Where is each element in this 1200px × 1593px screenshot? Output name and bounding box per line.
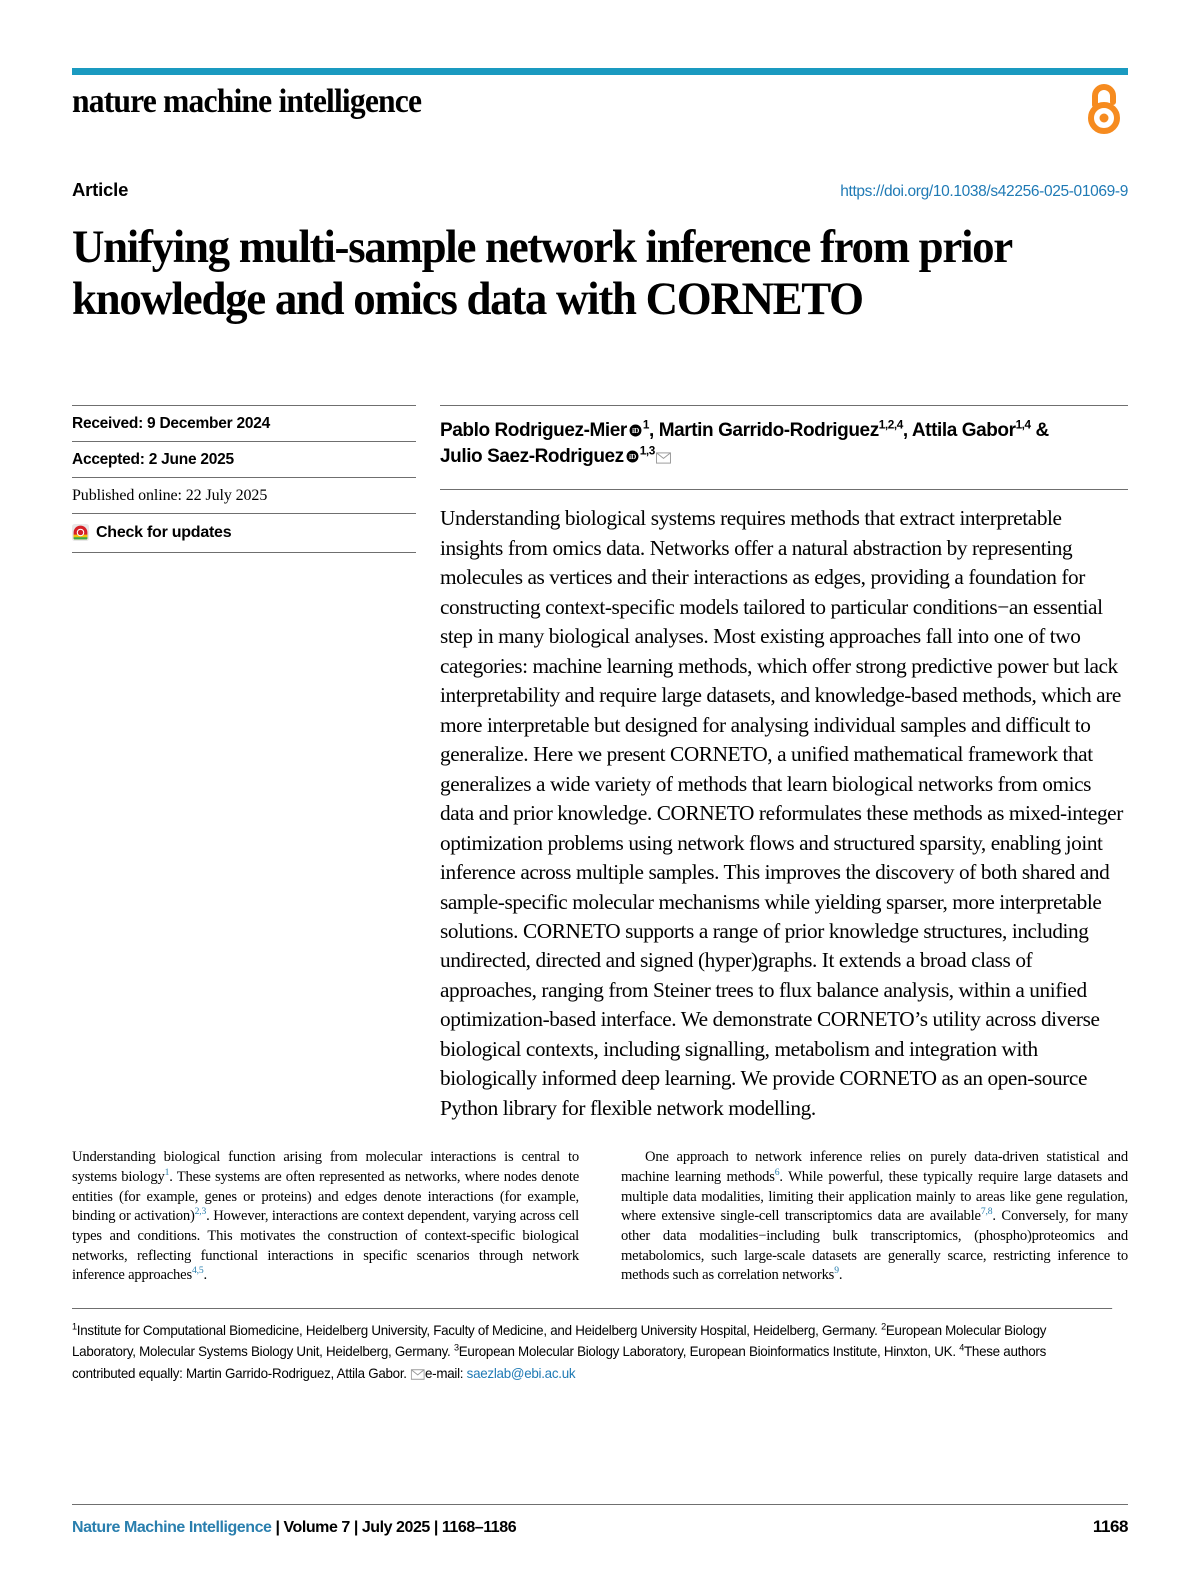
corresponding-email-link[interactable]: saezlab@ebi.ac.uk	[466, 1365, 576, 1381]
body-left-text-4: .	[203, 1267, 207, 1284]
orcid-icon[interactable]	[626, 450, 639, 463]
author-name-1: Pablo Rodriguez-Mier	[440, 419, 627, 441]
author-affiliation-2: 1,2,4	[878, 418, 903, 432]
body-right-text-2: . While powerful, these typically require large datasets and multiple data modalities, limiting their application mainly to areas like gene regulation, where extensive single-cell transcriptomics data are available	[621, 1169, 1128, 1225]
body-left-text-2: . These systems are often represented as networks, where nodes denote entities (for example, genes or proteins) and edges denote interactions (for example, binding or activation)	[72, 1169, 579, 1225]
body-right-text-4: .	[838, 1267, 843, 1284]
citation-ref[interactable]: 2,3	[194, 1206, 207, 1218]
author-affiliation-3: 1,4	[1015, 418, 1031, 432]
affiliation-3: European Molecular Biology Laboratory, European Bioinformatics Institute, Hinxton, UK.	[458, 1344, 960, 1360]
author-affiliation-1: 1	[642, 418, 650, 432]
affiliation-marker-1: 1	[72, 1321, 77, 1332]
author-conjunction: &	[1030, 419, 1049, 441]
affiliations-block	[72, 1308, 1112, 1384]
authors-abstract-column	[416, 405, 1128, 1124]
received-date: Received: 9 December 2024	[72, 405, 416, 441]
body-column-left	[72, 1148, 579, 1285]
footer-volume-info: | Volume 7 | July 2025 | 1168–1186	[271, 1519, 517, 1536]
author-name-2: , Martin Garrido-Rodriguez	[649, 419, 879, 441]
affiliation-2: European Molecular Biology Laboratory, Molecular Systems Biology Unit, Heidelberg, Germany.	[72, 1322, 1047, 1360]
page-number: 1168	[1092, 1517, 1128, 1536]
body-right-text-1: One approach to network inference relies on purely data-driven statistical and machine learning methods	[621, 1149, 1128, 1186]
publication-history	[72, 405, 416, 1124]
accepted-date: Accepted: 2 June 2025	[72, 441, 416, 477]
affiliation-marker-3: 3	[453, 1342, 459, 1353]
author-affiliation-4: 1,3	[639, 444, 655, 458]
svg-text:iD: iD	[628, 452, 636, 462]
svg-text:iD: iD	[631, 425, 639, 435]
brand-rule	[72, 68, 1128, 75]
check-for-updates[interactable]	[72, 513, 416, 553]
citation-ref[interactable]: 7,8	[980, 1206, 993, 1218]
published-date: Published online: 22 July 2025	[72, 477, 416, 513]
crossmark-icon	[72, 524, 89, 541]
article-header-row	[72, 179, 1128, 201]
body-right-text-3: . Conversely, for many other data modalities−including bulk transcriptomics, (phospho)proteomics and metabolomics, such large-scale datasets are generally scarce, restricting inference to methods such as correlation networks	[621, 1208, 1128, 1284]
affiliation-marker-4: 4	[959, 1342, 965, 1353]
page-title: Unifying multi-sample network inference from prior knowledge and omics data with CORNETO	[72, 221, 1012, 326]
citation-ref[interactable]: 4,5	[191, 1265, 204, 1277]
affiliation-4: These authors contributed equally: Martin Garrido-Rodriguez, Attila Gabor.	[72, 1344, 1047, 1381]
article-type-label: Article	[72, 179, 129, 200]
journal-title: nature machine intelligence	[72, 83, 422, 120]
affiliation-1: Institute for Computational Biomedicine, Heidelberg University, Faculty of Medicine, and Heidelberg University Hospital, Heidelberg, Germany.	[76, 1322, 882, 1338]
footer-journal-name[interactable]: Nature Machine Intelligence	[72, 1519, 272, 1536]
author-name-4: Julio Saez-Rodriguez	[440, 446, 624, 467]
email-label: e-mail:	[424, 1365, 467, 1381]
open-access-icon	[1082, 83, 1126, 140]
check-for-updates-label: Check for updates	[96, 523, 232, 541]
envelope-icon	[411, 1369, 425, 1380]
orcid-icon[interactable]	[629, 424, 642, 437]
body-left-text-3: . However, interactions are context dependent, varying across cell types and conditions. This motivates the construction of context-specific biological networks, reflecting functional interactions in specific scenarios through network inference approaches	[72, 1208, 579, 1284]
body-column-right	[621, 1148, 1128, 1285]
author-name-3: , Attila Gabor	[902, 419, 1016, 441]
affiliation-marker-2: 2	[881, 1321, 886, 1332]
abstract-text: Understanding biological systems requires methods that extract interpretable insights from omics data. Networks offer a natural abstraction by representing molecules as vertices and their interactions as edges, providing a foundation for constructing context-specific models tailored to particular conditions−an essential step in many biological analyses. Most existing approaches fall into one of two categories: machine learning methods, which offer strong predictive power but lack interpretability and require large datasets, and knowledge-based methods, which are more interpretable but designed for analysing individual samples and difficult to generalize. Here we present CORNETO, a unified mathematical framework that generalizes a wide variety of methods that learn biological networks from omics data and prior knowledge. CORNETO reformulates these methods as mixed-integer optimization problems using network flows and structured sparsity, enabling joint inference across multiple samples. This improves the discovery of both shared and sample-specific molecular mechanisms while yielding sparser, more interpretable solutions. CORNETO supports a range of prior knowledge structures, including undirected, directed and signed (hyper)graphs. It extends a broad class of approaches, ranging from Steiner trees to flux balance analysis, within a unified optimization-based interface. We demonstrate CORNETO’s utility across diverse biological contexts, including signalling, metabolism and integration with biologically informed deep learning. We provide CORNETO as an open-source Python library for flexible network modelling.	[440, 489, 1128, 1123]
meta-abstract-section	[72, 405, 1128, 1124]
masthead	[72, 85, 1128, 149]
citation-ref[interactable]: 1	[164, 1167, 170, 1179]
citation-ref[interactable]: 9	[834, 1265, 839, 1277]
author-list	[440, 405, 1128, 470]
envelope-icon[interactable]	[656, 452, 671, 464]
page-footer	[72, 1504, 1128, 1537]
body-columns	[72, 1148, 1128, 1285]
doi-link[interactable]: https://doi.org/10.1038/s42256-025-01069-9	[840, 183, 1128, 200]
citation-ref[interactable]: 6	[774, 1167, 780, 1179]
body-left-text-1: Understanding biological function arising from molecular interactions is central to systems biology	[72, 1149, 579, 1186]
footer-citation	[72, 1519, 516, 1537]
